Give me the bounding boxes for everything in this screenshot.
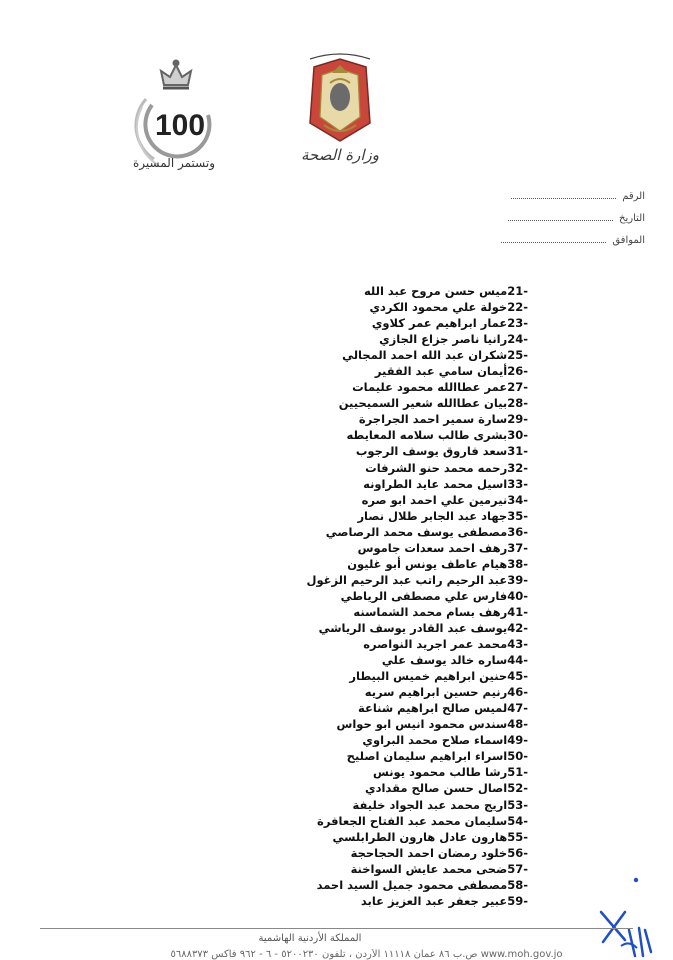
list-item-name: خولة علي محمود الكردي <box>369 300 508 315</box>
list-item <box>198 716 528 732</box>
list-item-number: 32- <box>507 460 528 475</box>
list-item <box>198 427 528 443</box>
list-item <box>198 476 528 492</box>
list-item-number: 25- <box>507 348 528 363</box>
list-item-name: اريج محمد عبد الجواد خليفة <box>352 797 508 812</box>
list-item-number: 46- <box>507 685 528 700</box>
list-item-number: 33- <box>507 476 528 491</box>
list-item-name: جهاد عبد الجابر طلال نصار <box>357 508 508 523</box>
list-item-name: بشرى طالب سلامه المعايطه <box>346 428 508 443</box>
list-item-name: ساره خالد يوسف علي <box>381 653 508 668</box>
list-item-number: 22- <box>507 300 528 315</box>
list-item-name: رشا طالب محمود يونس <box>372 765 508 780</box>
list-item-number: 45- <box>507 669 528 684</box>
list-item-number: 40- <box>507 588 528 603</box>
list-item-number: 51- <box>507 765 528 780</box>
list-item-name: اصال حسن صالح مقدادي <box>365 781 508 796</box>
list-item-number: 36- <box>507 524 528 539</box>
reference-date-line <box>508 212 613 221</box>
list-item <box>198 764 528 780</box>
list-item <box>198 363 528 379</box>
list-item-name: نيرمين علي احمد ابو صره <box>361 492 508 507</box>
list-item <box>198 829 528 845</box>
list-item-name: محمد عمر اجريد النواصره <box>363 637 508 652</box>
centenary-number: 100 <box>154 109 206 142</box>
crown-icon <box>161 61 191 89</box>
list-item-number: 43- <box>507 637 528 652</box>
names-list <box>198 283 528 909</box>
list-item <box>198 524 528 540</box>
list-item <box>198 379 528 395</box>
ministry-emblem-icon <box>300 45 380 145</box>
list-item-number: 28- <box>507 396 528 411</box>
list-item <box>198 508 528 524</box>
list-item-name: رحمه محمد حنو الشرفات <box>365 460 508 475</box>
list-item-number: 35- <box>507 508 528 523</box>
list-item-number: 42- <box>507 620 528 635</box>
list-item-name: يوسف عبد القادر يوسف الرياشي <box>318 620 508 635</box>
reference-date-label: التاريخ <box>619 213 645 224</box>
list-item-name: مصطفى محمود جميل السيد احمد <box>316 877 508 892</box>
list-item-name: سندس محمود انيس ابو حواس <box>336 717 508 732</box>
list-item <box>198 443 528 459</box>
list-item-number: 31- <box>507 444 528 459</box>
list-item <box>198 700 528 716</box>
list-item-name: مصطفى يوسف محمد الرصاصي <box>325 524 508 539</box>
list-item <box>198 299 528 315</box>
list-item <box>198 620 528 636</box>
list-item-number: 57- <box>507 861 528 876</box>
ministry-name: وزارة الصحة <box>301 146 379 164</box>
list-item-number: 27- <box>507 380 528 395</box>
list-item <box>198 668 528 684</box>
reference-number-label: الرقم <box>622 191 645 202</box>
reference-date-field <box>508 212 645 224</box>
list-item <box>198 893 528 909</box>
list-item-number: 58- <box>507 877 528 892</box>
list-item-number: 47- <box>507 701 528 716</box>
list-item-number: 59- <box>507 893 528 908</box>
reference-number-line <box>511 190 616 199</box>
list-item-name: بيان عطاالله شعير السميحيين <box>338 396 508 411</box>
list-item <box>198 604 528 620</box>
list-item-number: 48- <box>507 717 528 732</box>
list-item <box>198 813 528 829</box>
list-item-number: 53- <box>507 797 528 812</box>
list-item <box>198 540 528 556</box>
list-item <box>198 492 528 508</box>
list-item-name: شكران عبد الله احمد المجالي <box>342 348 508 363</box>
list-item-name: عمر عطاالله محمود عليمات <box>352 380 508 395</box>
list-item-name: سارة سمير احمد الجراجرة <box>358 412 508 427</box>
list-item-number: 56- <box>507 845 528 860</box>
list-item <box>198 877 528 893</box>
list-item-name: هارون عادل هارون الطرابلسي <box>332 829 508 844</box>
list-item-name: خلود رمضان احمد الحجاحجة <box>350 845 508 860</box>
list-item-number: 23- <box>507 316 528 331</box>
footer-contact-line: www.moh.gov.jo ص.ب ٨٦ عمان ١١١١٨ الأردن ، تلفون ٥٢٠٠٢٣٠ - ٦ - ٩٦٢ فاكس ٥٦٨٨٣٧٣ <box>170 949 563 960</box>
list-item-number: 49- <box>507 733 528 748</box>
list-item-name: ضحى محمد عايش السواخنة <box>350 861 508 876</box>
list-item-name: فارس علي مصطفى الرياطي <box>340 588 508 603</box>
list-item <box>198 732 528 748</box>
list-item-number: 21- <box>507 284 528 298</box>
list-item-number: 52- <box>507 781 528 796</box>
reference-number-field <box>511 190 645 202</box>
list-item-name: عبير جعفر عبد العزيز عابد <box>360 893 508 908</box>
list-item-name: اسراء ابراهيم سليمان اصليح <box>346 749 508 764</box>
list-item-number: 26- <box>507 364 528 379</box>
list-item <box>198 315 528 331</box>
list-item <box>198 652 528 668</box>
list-item-name: أيمان سامي عبد الفقير <box>374 364 508 379</box>
list-item-number: 30- <box>507 428 528 443</box>
list-item-name: لميس صالح ابراهيم شناعة <box>357 701 508 716</box>
list-item <box>198 572 528 588</box>
list-item-number: 54- <box>507 813 528 828</box>
list-item-name: سعد فاروق يوسف الرجوب <box>355 444 508 459</box>
list-item-number: 24- <box>507 332 528 347</box>
list-item-name: اسماء صلاح محمد البراوي <box>362 733 508 748</box>
list-item <box>198 347 528 363</box>
list-item <box>198 588 528 604</box>
list-item <box>198 556 528 572</box>
list-item-name: رانيا ناصر جزاع الجازي <box>379 332 508 347</box>
list-item-number: 34- <box>507 492 528 507</box>
list-item-name: ميس حسن مروح عبد الله <box>363 284 508 298</box>
footer-divider <box>40 928 633 929</box>
list-item <box>198 845 528 861</box>
list-item-number: 39- <box>507 572 528 587</box>
list-item-number: 41- <box>507 604 528 619</box>
list-item <box>198 411 528 427</box>
ink-dot-mark <box>632 876 640 884</box>
list-item-number: 55- <box>507 829 528 844</box>
list-item <box>198 460 528 476</box>
list-item <box>198 283 528 299</box>
list-item-name: سليمان محمد عبد الفتاح الجعافرة <box>317 813 508 828</box>
list-item <box>198 636 528 652</box>
centenary-slogan: وتستمر المسيرة <box>133 156 215 170</box>
list-item <box>198 748 528 764</box>
list-item-number: 37- <box>507 540 528 555</box>
list-item <box>198 684 528 700</box>
reference-approval-line <box>501 234 606 243</box>
list-item <box>198 861 528 877</box>
list-item-number: 44- <box>507 653 528 668</box>
list-item-name: عمار ابراهيم عمر كلاوي <box>371 316 508 331</box>
list-item-name: رهف احمد سعدات جاموس <box>357 540 508 555</box>
list-item <box>198 797 528 813</box>
list-item-name: رهف بسام محمد الشماسنه <box>353 604 508 619</box>
list-item-number: 50- <box>507 749 528 764</box>
footer-title: المملكة الأردنية الهاشمية <box>258 933 362 944</box>
reference-approval-field <box>501 234 645 246</box>
list-item-name: عبد الرحيم راتب عبد الرحيم الزغول <box>306 572 508 587</box>
list-item <box>198 780 528 796</box>
reference-approval-label: الموافق <box>612 235 645 246</box>
list-item <box>198 331 528 347</box>
list-item-name: اسيل محمد عايد الطراونه <box>363 476 508 491</box>
list-item-name: حنين ابراهيم خميس البيطار <box>349 669 508 684</box>
list-item <box>198 395 528 411</box>
list-item-number: 29- <box>507 412 528 427</box>
list-item-name: رنيم حسين ابراهيم سريه <box>364 685 508 700</box>
list-item-name: هيام عاطف يونس أبو غليون <box>347 556 508 571</box>
list-item-number: 38- <box>507 556 528 571</box>
